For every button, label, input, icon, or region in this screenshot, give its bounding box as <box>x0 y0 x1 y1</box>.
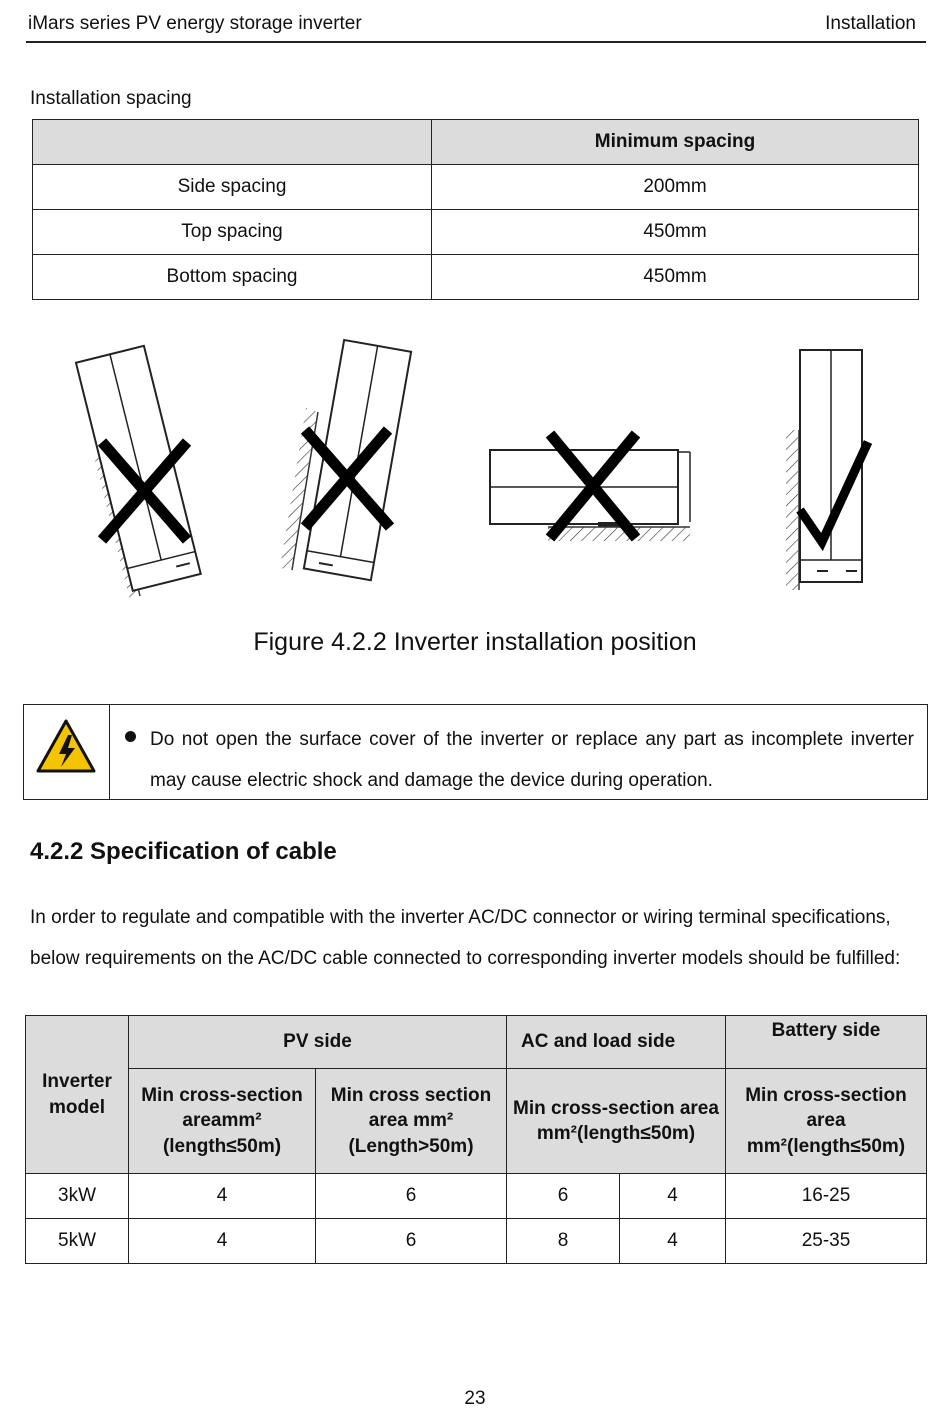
running-header-title: iMars series PV energy storage inverter <box>28 13 362 34</box>
cell-model: 3kW <box>26 1174 129 1219</box>
header-battery-side: Battery side <box>726 1016 927 1069</box>
inverter-tilted-backward-wrong <box>280 340 411 580</box>
running-header-section: Installation <box>825 13 916 34</box>
page-number: 23 <box>464 1388 486 1409</box>
cell-pv-short: 4 <box>129 1219 316 1264</box>
spacing-value: 200mm <box>432 165 919 210</box>
spacing-table-header-row <box>33 120 919 165</box>
cell-pv-short: 4 <box>129 1174 316 1219</box>
inverter-vertical-correct <box>786 350 868 590</box>
header-divider <box>26 41 926 43</box>
cable-table-subheader-row <box>26 1069 927 1174</box>
table-row <box>26 1174 927 1219</box>
subheader-pv-short: Min cross-section areamm² (length≤50m) <box>129 1069 316 1174</box>
cell-battery: 16-25 <box>726 1174 927 1219</box>
table-row <box>33 255 919 300</box>
cell-pv-long: 6 <box>316 1219 507 1264</box>
cell-ac-b: 4 <box>620 1174 726 1219</box>
table-row <box>33 165 919 210</box>
header-pv-side: PV side <box>129 1016 507 1069</box>
spacing-value: 450mm <box>432 210 919 255</box>
figure-caption: Figure 4.2.2 Inverter installation position <box>253 628 697 656</box>
spacing-header-empty <box>33 120 432 165</box>
spacing-header-min: Minimum spacing <box>432 120 919 165</box>
spacing-label: Bottom spacing <box>33 255 432 300</box>
warning-box <box>23 704 928 800</box>
header-inverter-model: Inverter model <box>26 1016 129 1174</box>
section-paragraph: In order to regulate and compatible with the inverter AC/DC connector or wiring terminal specifications, below requirements on the AC/DC cable connected to corresponding inverter models should be fulfilled: <box>30 907 901 969</box>
electric-shock-warning-icon <box>24 705 109 799</box>
table-row <box>26 1219 927 1264</box>
spacing-label: Side spacing <box>33 165 432 210</box>
cell-ac-a: 6 <box>507 1174 620 1219</box>
inverter-tilted-forward-wrong <box>76 346 201 600</box>
table-row <box>33 210 919 255</box>
spacing-value: 450mm <box>432 255 919 300</box>
section-heading: 4.2.2 Specification of cable <box>30 838 337 865</box>
cell-ac-a: 8 <box>507 1219 620 1264</box>
cable-spec-table <box>25 1015 927 1264</box>
bullet-icon <box>125 731 136 742</box>
installation-position-figure <box>0 330 950 610</box>
cell-pv-long: 6 <box>316 1174 507 1219</box>
subheader-pv-long: Min cross section area mm² (Length>50m) <box>316 1069 507 1174</box>
warning-text: Do not open the surface cover of the inverter or replace any part as incomplete inverter may cause electric shock and damage the device during operation. <box>150 729 914 791</box>
cell-ac-b: 4 <box>620 1219 726 1264</box>
subheader-ac: Min cross-section area mm²(length≤50m) <box>507 1069 726 1174</box>
cable-table-header-row <box>26 1016 927 1069</box>
inverter-horizontal-wrong <box>490 434 690 541</box>
spacing-label: Top spacing <box>33 210 432 255</box>
subheader-battery: Min cross-section area mm²(length≤50m) <box>726 1069 927 1174</box>
warning-icon-cell <box>24 705 110 799</box>
header-ac-load-side: AC and load side <box>507 1016 726 1069</box>
cell-battery: 25-35 <box>726 1219 927 1264</box>
spacing-table <box>32 119 919 300</box>
spacing-caption: Installation spacing <box>30 88 192 109</box>
cell-model: 5kW <box>26 1219 129 1264</box>
